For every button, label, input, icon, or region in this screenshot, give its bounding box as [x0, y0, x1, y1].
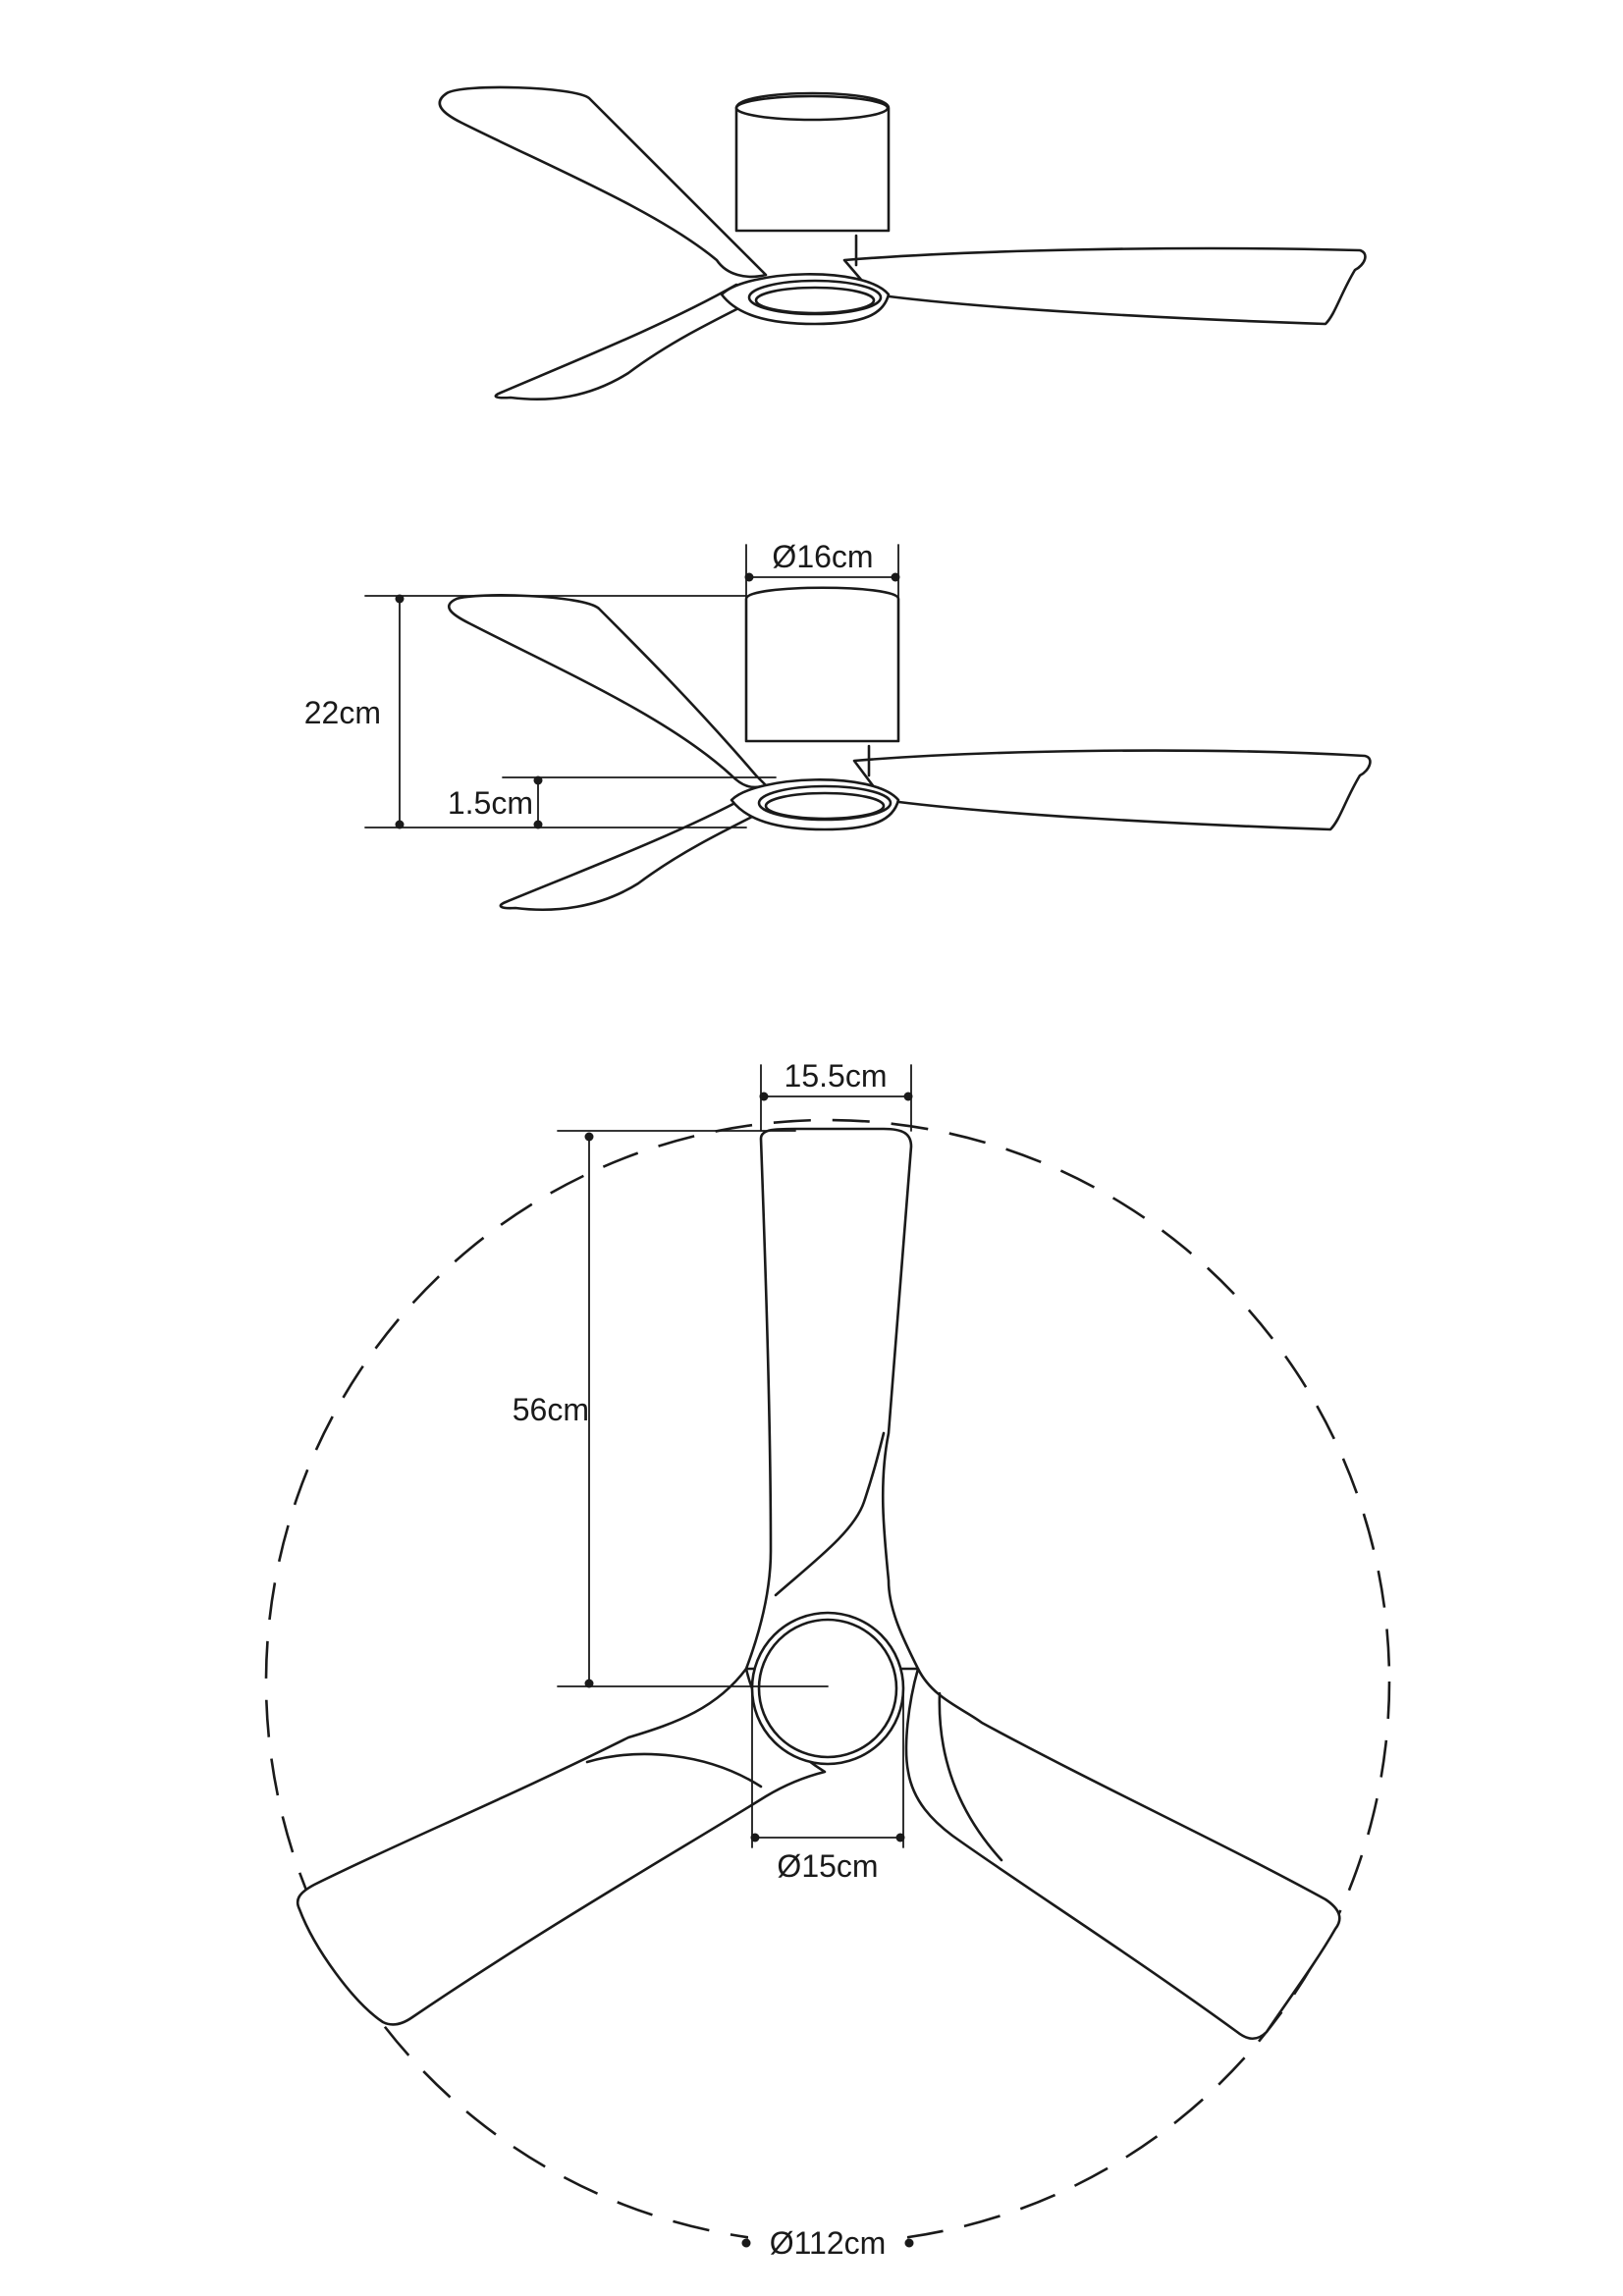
dimension-endpoint	[742, 2239, 751, 2248]
blade-upper-left	[440, 87, 766, 277]
dimension-endpoint	[534, 776, 543, 785]
blade-upper-left-dim	[449, 595, 766, 787]
dimension-endpoint	[751, 1834, 760, 1842]
blade-top	[746, 1129, 918, 1669]
dimension-canopy-diameter: Ø16cm	[772, 539, 874, 574]
dimension-endpoint	[892, 573, 900, 582]
blade-lower-left-dim	[501, 797, 776, 910]
blade-lower-left-plan	[298, 1669, 825, 2024]
canopy	[736, 93, 889, 231]
fan-side-view-top	[440, 87, 1366, 400]
dimension-endpoint	[585, 1133, 594, 1142]
dimension-endpoint	[904, 1093, 913, 1101]
fan-bottom-view	[266, 1058, 1389, 2266]
dimension-total-height: 22cm	[303, 695, 381, 730]
canopy-dim	[746, 588, 898, 741]
dimension-endpoint	[905, 2239, 914, 2248]
dimension-blade-width: 15.5cm	[784, 1058, 888, 1094]
dimension-endpoint	[396, 821, 405, 829]
fan-side-view-dimensioned	[304, 539, 1371, 910]
light-disc-plan	[752, 1613, 903, 1764]
blade-lower-left	[496, 285, 766, 400]
dimension-endpoint	[896, 1834, 905, 1842]
dimension-light-diameter: Ø15cm	[777, 1848, 879, 1884]
dimension-endpoint	[745, 573, 754, 582]
dimension-sweep-diameter: Ø112cm	[769, 2225, 887, 2261]
dimension-endpoint	[760, 1093, 769, 1101]
dimension-endpoint	[534, 821, 543, 829]
blade-right-dim	[854, 751, 1370, 829]
blade-lower-right-plan	[906, 1669, 1339, 2039]
dimension-endpoint	[585, 1680, 594, 1688]
dimension-endpoint	[396, 595, 405, 604]
dimension-blade-length: 56cm	[512, 1392, 589, 1427]
dimension-light-thickness: 1.5cm	[447, 785, 533, 821]
blade-right	[844, 248, 1365, 324]
